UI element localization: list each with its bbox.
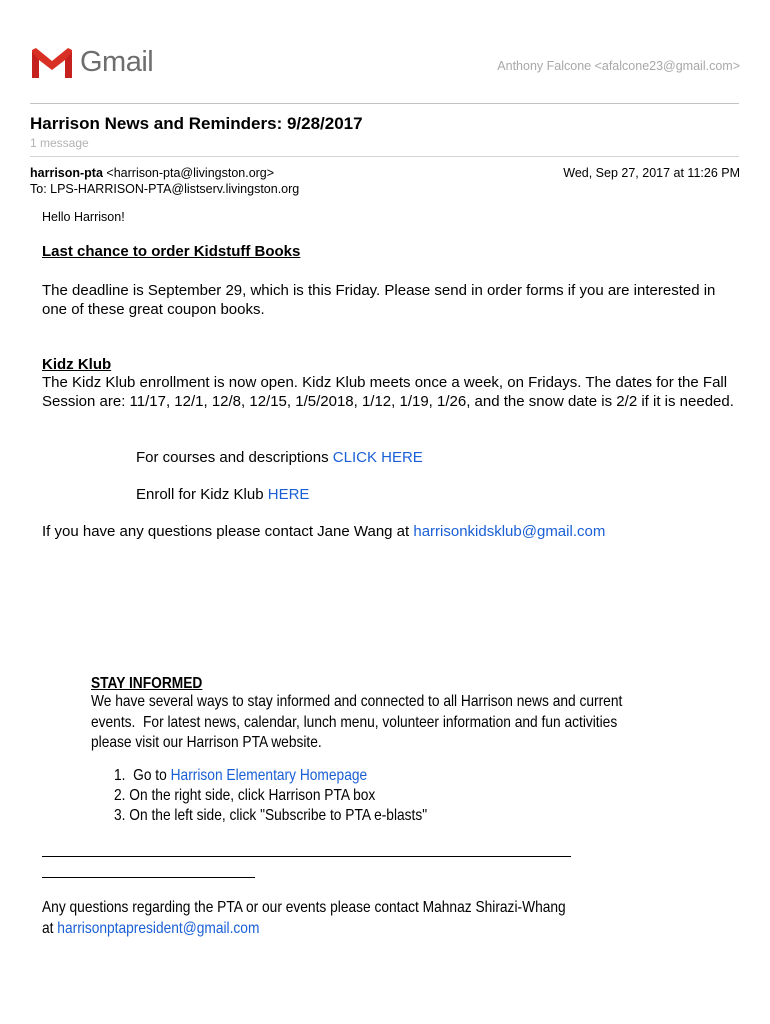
greeting: Hello Harrison! <box>42 210 125 224</box>
separator-line-1 <box>42 856 571 857</box>
courses-text: For courses and descriptions <box>136 449 333 466</box>
questions-line <box>42 523 605 542</box>
questions-text: If you have any questions please contact Jane Wang at <box>42 523 414 540</box>
pta-president-email-link[interactable]: harrisonptapresident@gmail.com <box>57 919 260 937</box>
sender-name: harrison-pta <box>30 166 103 180</box>
step-1-text: 1. Go to <box>114 767 171 784</box>
kidz-klub-text: The Kidz Klub enrollment is now open. Kidz Klub meets once a week, on Fridays. The dates for the Fall Session are: 11/17, 12/1, 12/8, 12/15, 1/5/2018, 1/12, 1/19, 1/26, and the snow date is 2/2 if it is needed. <box>42 374 734 410</box>
sender-email: <harrison-pta@livingston.org> <box>106 166 275 180</box>
message-count: 1 message <box>30 136 89 150</box>
step-1 <box>114 766 367 787</box>
kidstuff-text: The deadline is September 29, which is this Friday. Please send in order forms if you are interested in one of these great coupon books. <box>42 282 716 318</box>
courses-link[interactable]: CLICK HERE <box>332 449 423 466</box>
pta-contact <box>42 898 566 939</box>
separator-line-2 <box>42 877 255 878</box>
sender-line <box>30 166 274 180</box>
gmail-wordmark: Gmail <box>80 46 154 78</box>
message-date: Wed, Sep 27, 2017 at 11:26 PM <box>563 166 740 180</box>
pta-contact-prefix: at <box>42 919 58 937</box>
gmail-logo-icon <box>30 46 74 82</box>
kidsklub-email-link[interactable]: harrisonkidsklub@gmail.com <box>413 523 606 540</box>
enroll-link[interactable]: HERE <box>267 486 310 503</box>
kidz-klub-heading: Kidz Klub <box>42 356 112 373</box>
enroll-text: Enroll for Kidz Klub <box>136 486 268 503</box>
account-info: Anthony Falcone <afalcone23@gmail.com> <box>497 59 740 73</box>
subject-divider <box>30 156 739 157</box>
pta-contact-line-2 <box>42 919 566 940</box>
courses-line <box>136 449 423 468</box>
step-2: 2. On the right side, click Harrison PTA box <box>114 787 376 804</box>
message-subject: Harrison News and Reminders: 9/28/2017 <box>30 114 363 133</box>
pta-contact-line-1: Any questions regarding the PTA or our events please contact Mahnaz Shirazi-Whang <box>42 899 566 916</box>
kidstuff-heading: Last chance to order Kidstuff Books <box>42 243 301 260</box>
stay-informed-text <box>91 692 622 754</box>
stay-informed-line-2: events. For latest news, calendar, lunch menu, volunteer information and fun activities <box>91 713 618 731</box>
stay-informed-line-3: please visit our Harrison PTA website. <box>91 734 322 751</box>
homepage-link[interactable]: Harrison Elementary Homepage <box>170 767 368 784</box>
recipient-line: To: LPS-HARRISON-PTA@listserv.livingston.org <box>30 182 300 196</box>
stay-informed-line-1: We have several ways to stay informed and connected to all Harrison news and current <box>91 693 623 710</box>
stay-informed-heading: STAY INFORMED <box>91 675 203 692</box>
enroll-line <box>136 486 309 505</box>
header-divider <box>30 103 739 104</box>
step-3: 3. On the left side, click "Subscribe to PTA e-blasts" <box>114 807 428 824</box>
